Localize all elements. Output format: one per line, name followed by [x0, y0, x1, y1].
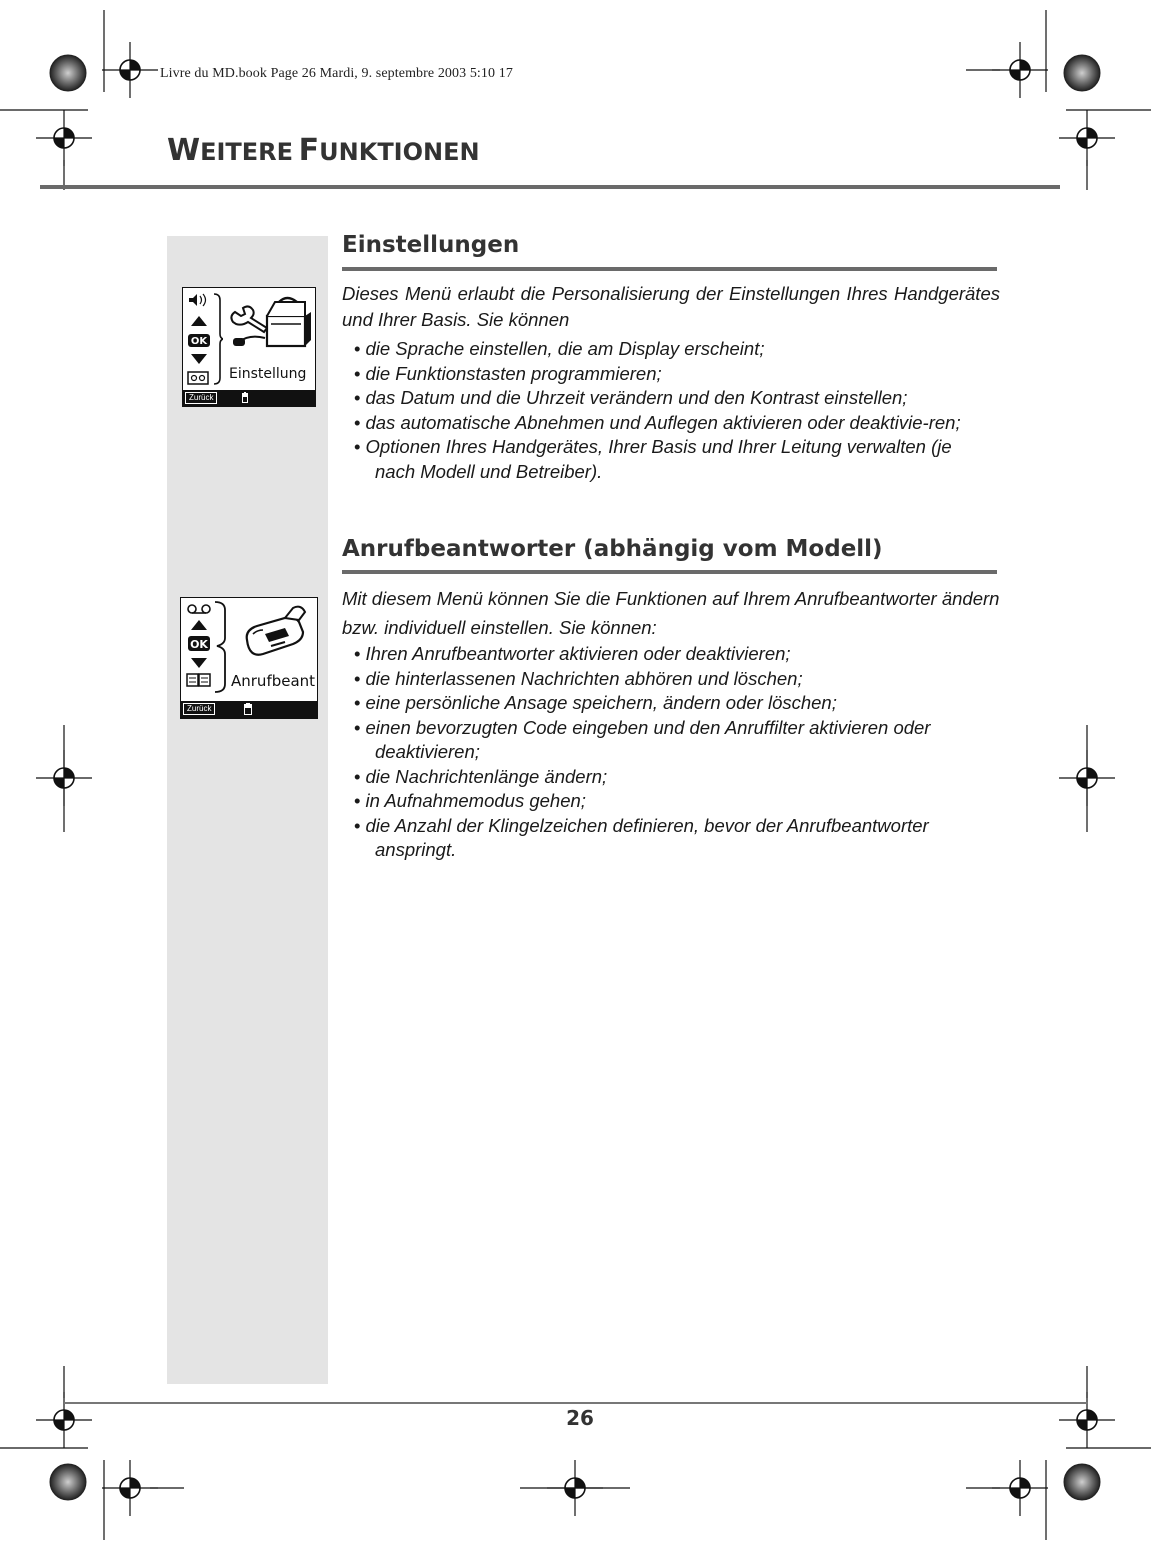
bullet-list — [342, 642, 992, 863]
section-intro: Mit diesem Menü können Sie die Funktionen auf Ihrem Anrufbeantworter ändern bzw. individuell einstellen. Sie können: — [342, 588, 1000, 638]
handset-screen-settings — [182, 287, 316, 407]
sidebar-band — [167, 236, 328, 1384]
list-item: • das automatische Abnehmen und Auflegen aktivieren oder deaktivie-ren; — [342, 411, 982, 436]
bracket-icon — [213, 600, 227, 694]
list-item: • das Datum und die Uhrzeit verändern und den Kontrast einstellen; — [342, 386, 982, 411]
section-rule — [342, 267, 997, 271]
section-rule — [342, 570, 997, 574]
chapter-title: WEITERE FUNKTIONEN — [167, 133, 480, 168]
svg-text:OK: OK — [190, 336, 208, 347]
list-item: • die Nachrichtenlänge ändern; — [342, 765, 992, 790]
battery-icon — [241, 392, 249, 404]
section-heading: Anrufbeantworter (abhängig vom Modell) — [342, 536, 883, 562]
battery-icon — [243, 703, 253, 716]
list-item: • eine persönliche Ansage speichern, ändern oder löschen; — [342, 691, 992, 716]
back-softkey[interactable]: Zurück — [185, 392, 217, 404]
page-number: 26 — [566, 1406, 594, 1430]
section-intro: Dieses Menü erlaubt die Personalisierung der Einstellungen Ihres Handgerätes und Ihrer Basis. Sie können — [342, 283, 1000, 330]
tools-toolbox-icon — [227, 294, 313, 360]
section-heading: Einstellungen — [342, 232, 520, 258]
back-softkey[interactable]: Zurück — [183, 703, 215, 715]
section-body — [342, 281, 1000, 484]
list-item: • einen bevorzugten Code eingeben und den Anruffilter aktivieren oder deaktivieren; — [342, 716, 992, 765]
softkey-bar — [181, 701, 317, 718]
bullet-list — [342, 337, 982, 484]
print-header: Livre du MD.book Page 26 Mardi, 9. septembre 2003 5:10 17 — [160, 66, 513, 81]
softkey-right-block — [271, 393, 311, 403]
list-item: • die Sprache einstellen, die am Display erscheint; — [342, 337, 982, 362]
list-item: • die hinterlassenen Nachrichten abhören und löschen; — [342, 667, 992, 692]
softkey-bar — [183, 390, 315, 406]
list-item: • Optionen Ihres Handgerätes, Ihrer Basis und Ihrer Leitung verwalten (je nach Modell und Betreiber). — [342, 435, 982, 484]
list-item: • in Aufnahmemodus gehen; — [342, 789, 992, 814]
bracket-icon — [213, 292, 223, 387]
section-body — [342, 584, 1002, 863]
screen-label: Anrufbeant — [231, 672, 316, 690]
nav-keys-icon — [185, 290, 215, 390]
answering-machine-icon — [241, 604, 311, 660]
footer-rule — [64, 1402, 1088, 1404]
screen-label: Einstellung — [229, 366, 307, 382]
list-item: • die Funktionstasten programmieren; — [342, 362, 982, 387]
nav-keys-icon — [185, 600, 215, 700]
list-item: • Ihren Anrufbeantworter aktivieren oder deaktivieren; — [342, 642, 992, 667]
chapter-rule — [40, 185, 1060, 189]
list-item: • die Anzahl der Klingelzeichen definieren, bevor der Anrufbeantworter anspringt. — [342, 814, 992, 863]
handset-screen-answering-machine — [180, 597, 318, 719]
svg-text:OK: OK — [190, 638, 208, 651]
softkey-right-block — [273, 704, 313, 715]
